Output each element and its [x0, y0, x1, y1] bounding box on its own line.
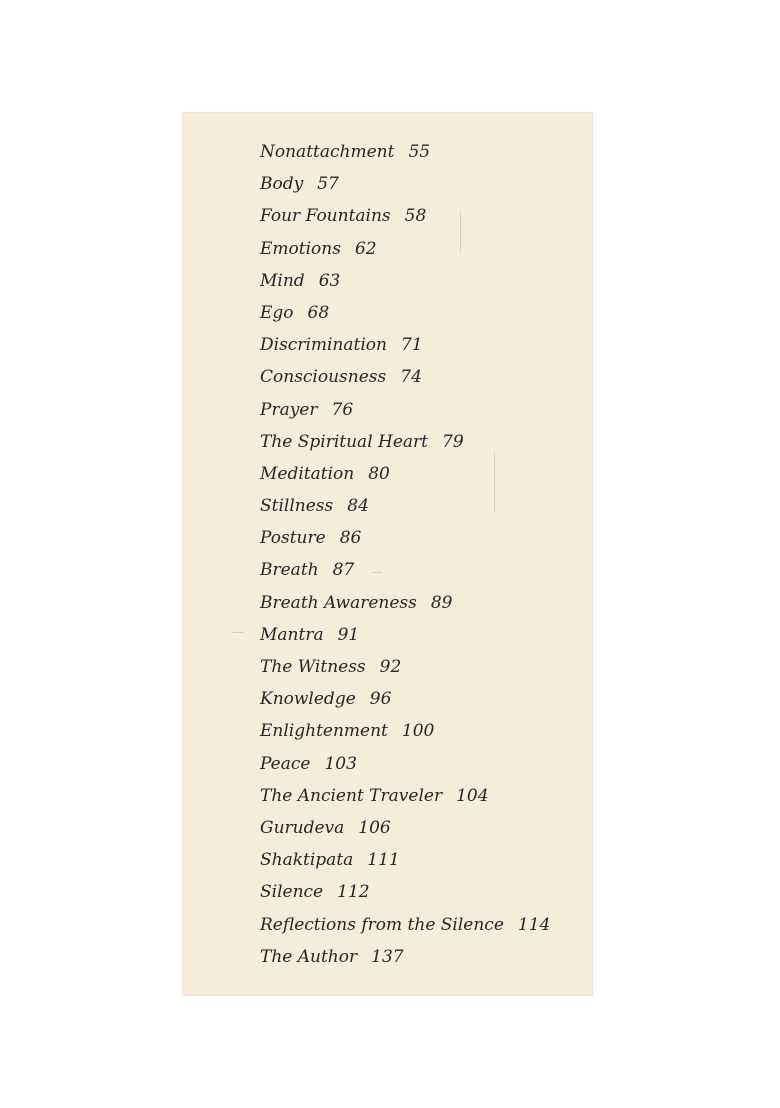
toc-entry-page-number: 103 [324, 753, 357, 774]
toc-entry [260, 490, 550, 522]
toc-entry-page-number: 68 [307, 302, 330, 323]
toc-entry-page-number: 57 [317, 174, 339, 195]
toc-entry-title: The Witness [260, 657, 366, 677]
toc-entry-page-number: 84 [347, 496, 369, 517]
toc-entry-page-number: 137 [371, 946, 404, 967]
toc-entry-title: Stillness [260, 496, 334, 517]
toc-entry [260, 394, 550, 426]
toc-entry [260, 619, 550, 651]
toc-entry-page-number: 86 [339, 528, 362, 549]
toc-entry-page-number: 112 [337, 882, 370, 903]
toc-entry [260, 136, 550, 168]
toc-entry-title: Ego [260, 302, 294, 323]
toc-entry-title: Nonattachment [260, 142, 395, 162]
toc-entry-title: The Author [260, 946, 358, 967]
toc-entry-page-number: 63 [318, 270, 341, 291]
toc-entry-title: Emotions [260, 238, 341, 259]
toc-entry-title: Body [260, 174, 304, 195]
toc-entry-title: Mind [260, 270, 305, 291]
toc-entry-title: Consciousness [260, 367, 387, 388]
toc-entry [260, 361, 550, 393]
toc-entry-title: Peace [260, 753, 311, 774]
toc-entry [260, 297, 550, 329]
toc-entry-page-number: 62 [354, 238, 377, 259]
toc-entry-title: Silence [260, 882, 324, 903]
table-of-contents [260, 136, 550, 973]
toc-entry-title: Knowledge [260, 689, 356, 710]
toc-entry-title: Posture [260, 528, 326, 549]
toc-entry-title: Gurudeva [260, 817, 345, 838]
toc-entry-title: Reflections from the Silence [260, 914, 504, 935]
toc-entry-title: Enlightenment [260, 721, 388, 742]
toc-entry-title: Breath [260, 560, 319, 581]
toc-entry [260, 329, 550, 361]
toc-entry-page-number: 91 [337, 624, 360, 645]
toc-entry-page-number: 114 [517, 914, 551, 935]
book-page [182, 112, 593, 996]
toc-entry [260, 715, 550, 747]
toc-entry-page-number: 74 [400, 367, 422, 388]
toc-entry-page-number: 100 [401, 721, 435, 742]
toc-entry [260, 522, 550, 554]
toc-entry [260, 683, 550, 715]
toc-entry [260, 458, 550, 490]
toc-entry-page-number: 89 [430, 592, 453, 613]
toc-entry-page-number: 76 [331, 399, 354, 420]
toc-entry-title: Breath Awareness [260, 592, 417, 613]
toc-entry [260, 554, 550, 586]
toc-entry-page-number: 80 [368, 463, 390, 484]
toc-entry [260, 168, 550, 200]
paper-speck [232, 632, 244, 633]
toc-entry-title: Shaktipata [260, 850, 354, 871]
toc-entry [260, 909, 550, 941]
toc-entry [260, 651, 550, 683]
toc-entry [260, 844, 550, 876]
toc-entry-page-number: 79 [442, 431, 464, 452]
toc-entry-page-number: 111 [367, 850, 400, 871]
toc-entry-title: Meditation [260, 463, 355, 484]
toc-entry [260, 941, 550, 973]
toc-entry [260, 233, 550, 265]
toc-entry [260, 587, 550, 619]
toc-entry [260, 265, 550, 297]
toc-entry-page-number: 96 [369, 689, 392, 710]
toc-entry [260, 200, 550, 232]
toc-entry-title: Prayer [260, 399, 318, 420]
toc-entry [260, 780, 550, 812]
toc-entry-page-number: 104 [456, 785, 489, 806]
toc-entry-title: Four Fountains [260, 206, 391, 227]
toc-entry [260, 812, 550, 844]
toc-entry-page-number: 58 [404, 206, 427, 227]
toc-entry-page-number: 106 [358, 817, 391, 838]
toc-entry [260, 426, 550, 458]
toc-entry-page-number: 92 [379, 657, 402, 677]
toc-entry-title: Mantra [260, 624, 324, 645]
toc-entry-title: The Spiritual Heart [260, 431, 429, 452]
toc-entry-title: Discrimination [260, 335, 387, 356]
toc-entry [260, 748, 550, 780]
toc-entry-title: The Ancient Traveler [260, 785, 443, 806]
toc-entry-page-number: 87 [332, 560, 355, 581]
toc-entry-page-number: 55 [408, 142, 431, 162]
toc-entry [260, 876, 550, 908]
toc-entry-page-number: 71 [400, 335, 423, 356]
